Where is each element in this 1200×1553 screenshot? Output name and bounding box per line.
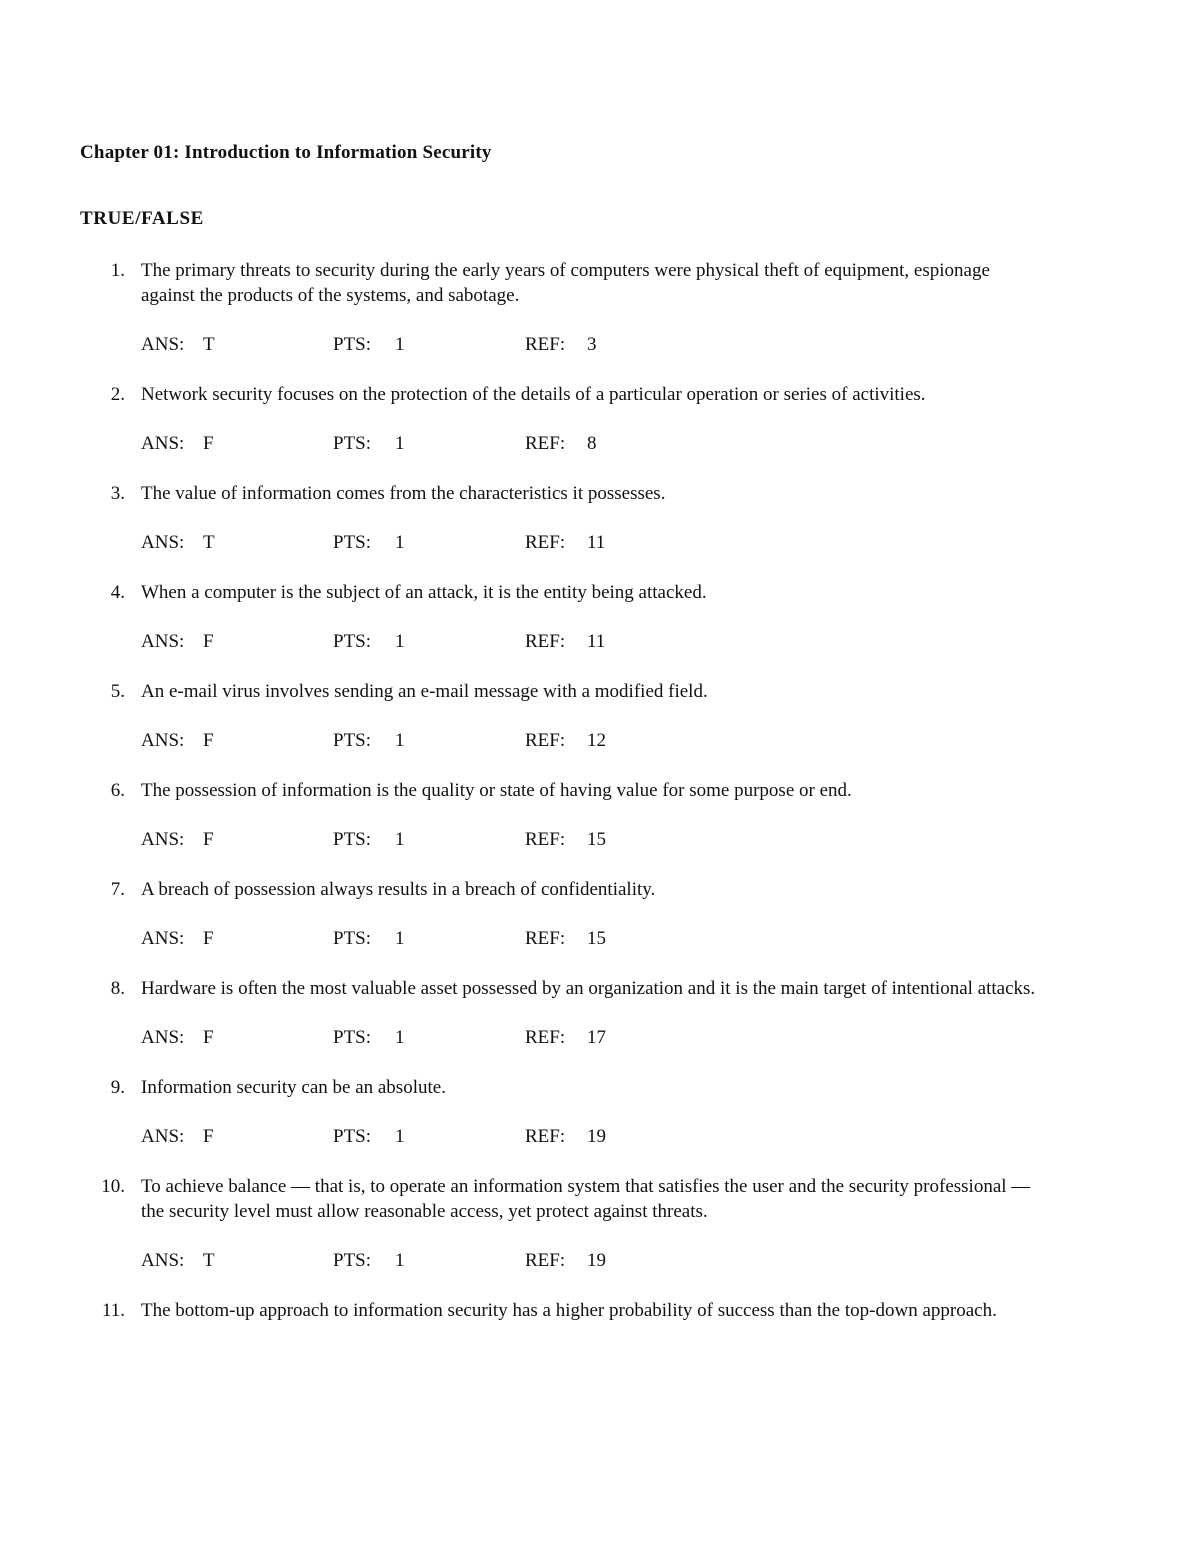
pts-value: 1: [395, 631, 405, 652]
answer-row-8: [0, 1025, 1200, 1050]
question-7: [0, 877, 1200, 902]
pts-label: PTS:: [333, 1250, 372, 1271]
ans-value: T: [203, 334, 215, 355]
question-text: The possession of information is the quality or state of having value for some purpose or end.: [141, 780, 852, 801]
answer-row-9: [0, 1124, 1200, 1149]
question-number: 7.: [110, 879, 125, 900]
question-number: 1.: [110, 260, 125, 281]
ref-label: REF:: [525, 1027, 566, 1048]
question-number: 11.: [101, 1300, 125, 1321]
ref-value: 15: [587, 829, 606, 850]
pts-value: 1: [395, 1027, 405, 1048]
question-9: [0, 1075, 1200, 1100]
question-text: The primary threats to security during the early years of computers were physical theft of equipment, espionage against the products of the systems, and sabotage.: [141, 260, 990, 306]
chapter-title: Chapter 01: Introduction to Information Security: [80, 142, 492, 163]
ref-label: REF:: [525, 433, 566, 454]
question-text: When a computer is the subject of an attack, it is the entity being attacked.: [141, 582, 707, 603]
question-1: [0, 258, 1200, 308]
question-text: Network security focuses on the protection of the details of a particular operation or series of activities.: [141, 384, 926, 405]
ref-value: 19: [587, 1126, 606, 1147]
ans-label: ANS:: [141, 631, 185, 652]
ref-label: REF:: [525, 532, 566, 553]
question-5: [0, 679, 1200, 704]
ans-value: F: [203, 1027, 214, 1048]
question-text: An e-mail virus involves sending an e-mail message with a modified field.: [141, 681, 708, 702]
ans-value: F: [203, 1126, 214, 1147]
pts-label: PTS:: [333, 928, 372, 949]
pts-label: PTS:: [333, 829, 372, 850]
pts-label: PTS:: [333, 1126, 372, 1147]
question-list: [0, 258, 1200, 1323]
ref-value: 11: [587, 532, 606, 553]
answer-row-6: [0, 827, 1200, 852]
pts-value: 1: [395, 334, 405, 355]
pts-value: 1: [395, 928, 405, 949]
ans-label: ANS:: [141, 928, 185, 949]
pts-label: PTS:: [333, 631, 372, 652]
answer-row-3: [0, 530, 1200, 555]
question-3: [0, 481, 1200, 506]
pts-label: PTS:: [333, 433, 372, 454]
ref-label: REF:: [525, 928, 566, 949]
ans-value: F: [203, 433, 214, 454]
ref-label: REF:: [525, 1250, 566, 1271]
answer-row-2: [0, 431, 1200, 456]
pts-value: 1: [395, 1250, 405, 1271]
ans-value: T: [203, 1250, 215, 1271]
ref-label: REF:: [525, 334, 566, 355]
answer-row-5: [0, 728, 1200, 753]
question-text: Information security can be an absolute.: [141, 1077, 446, 1098]
ref-value: 12: [587, 730, 606, 751]
pts-label: PTS:: [333, 532, 372, 553]
pts-label: PTS:: [333, 1027, 372, 1048]
ref-value: 17: [587, 1027, 606, 1048]
ref-value: 8: [587, 433, 597, 454]
question-text: The bottom-up approach to information security has a higher probability of success than the top-down approach.: [141, 1300, 997, 1321]
question-number: 4.: [110, 582, 125, 603]
ref-value: 19: [587, 1250, 606, 1271]
question-2: [0, 382, 1200, 407]
question-text: To achieve balance — that is, to operate an information system that satisfies the user and the security professional — the security level must allow reasonable access, yet protect against threats.: [141, 1176, 1031, 1222]
ans-label: ANS:: [141, 730, 185, 751]
section-heading: TRUE/FALSE: [80, 208, 204, 229]
question-number: 6.: [110, 780, 125, 801]
ans-value: T: [203, 532, 215, 553]
answer-row-1: [0, 332, 1200, 357]
ref-label: REF:: [525, 730, 566, 751]
answer-row-7: [0, 926, 1200, 951]
answer-row-4: [0, 629, 1200, 654]
pts-value: 1: [395, 433, 405, 454]
question-text: A breach of possession always results in a breach of confidentiality.: [141, 879, 656, 900]
question-number: 2.: [110, 384, 125, 405]
ans-label: ANS:: [141, 1126, 185, 1147]
question-number: 5.: [110, 681, 125, 702]
pts-value: 1: [395, 532, 405, 553]
pts-value: 1: [395, 1126, 405, 1147]
pts-value: 1: [395, 730, 405, 751]
question-text: Hardware is often the most valuable asset possessed by an organization and it is the main target of intentional attacks.: [141, 978, 1036, 999]
ans-value: F: [203, 730, 214, 751]
pts-label: PTS:: [333, 730, 372, 751]
answer-row-10: [0, 1248, 1200, 1273]
question-10: [0, 1174, 1200, 1224]
question-number: 3.: [110, 483, 125, 504]
ref-label: REF:: [525, 1126, 566, 1147]
pts-value: 1: [395, 829, 405, 850]
ref-value: 3: [587, 334, 597, 355]
ans-value: F: [203, 829, 214, 850]
question-number: 10.: [101, 1176, 125, 1197]
ref-label: REF:: [525, 631, 566, 652]
ans-value: F: [203, 928, 214, 949]
ref-label: REF:: [525, 829, 566, 850]
ans-label: ANS:: [141, 433, 185, 454]
question-6: [0, 778, 1200, 803]
ref-value: 11: [587, 631, 606, 652]
pts-label: PTS:: [333, 334, 372, 355]
ans-label: ANS:: [141, 1027, 185, 1048]
question-number: 8.: [110, 978, 125, 999]
ans-label: ANS:: [141, 829, 185, 850]
question-11: [0, 1298, 1200, 1323]
question-4: [0, 580, 1200, 605]
question-text: The value of information comes from the characteristics it possesses.: [141, 483, 666, 504]
ref-value: 15: [587, 928, 606, 949]
ans-label: ANS:: [141, 334, 185, 355]
ans-value: F: [203, 631, 214, 652]
question-8: [0, 976, 1200, 1001]
question-number: 9.: [110, 1077, 125, 1098]
ans-label: ANS:: [141, 1250, 185, 1271]
ans-label: ANS:: [141, 532, 185, 553]
